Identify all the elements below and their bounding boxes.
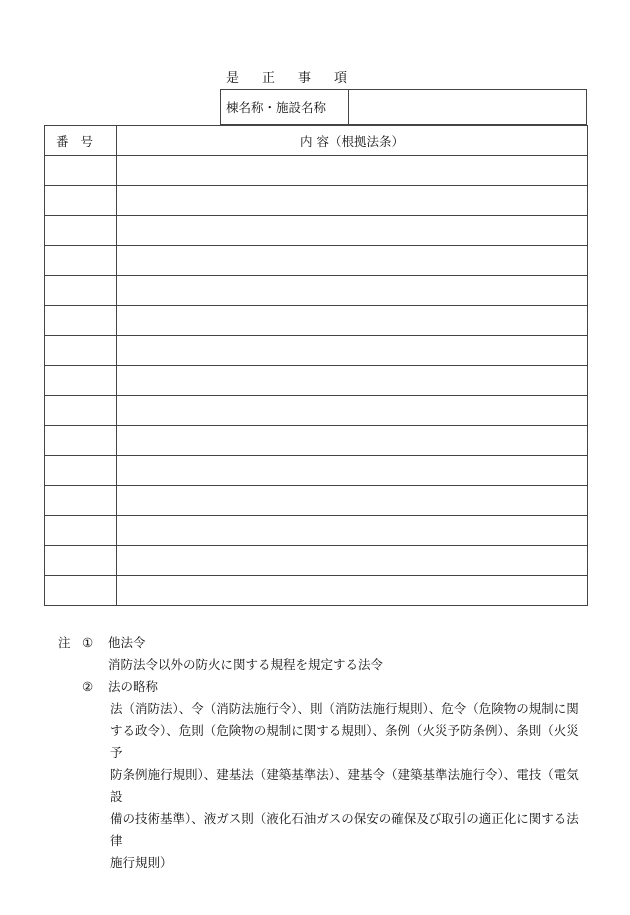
row-content-cell[interactable] bbox=[117, 276, 588, 306]
row-number-cell[interactable] bbox=[45, 426, 117, 456]
row-number-cell[interactable] bbox=[45, 336, 117, 366]
title-char: 事 bbox=[298, 71, 312, 86]
note-text: 消防法令以外の防火に関する規程を規定する法令 bbox=[108, 657, 384, 672]
row-content-cell[interactable] bbox=[117, 546, 588, 576]
table-row bbox=[45, 156, 588, 186]
note-number: ② bbox=[82, 679, 94, 694]
abbreviation-line: 法（消防法）、令（消防法施行令）、則（消防法施行規則）、危令（危険物の規制に関 bbox=[110, 701, 579, 716]
row-content-cell[interactable] bbox=[117, 396, 588, 426]
document-title bbox=[226, 67, 370, 86]
table-row bbox=[45, 426, 588, 456]
row-number-cell[interactable] bbox=[45, 246, 117, 276]
row-number-cell[interactable] bbox=[45, 306, 117, 336]
header-number: 番号 bbox=[45, 126, 117, 156]
table-row bbox=[45, 456, 588, 486]
row-content-cell[interactable] bbox=[117, 246, 588, 276]
row-content-cell[interactable] bbox=[117, 186, 588, 216]
row-content-cell[interactable] bbox=[117, 216, 588, 246]
table-header-row bbox=[45, 126, 588, 156]
note-heading: 他法令 bbox=[108, 635, 146, 650]
row-content-cell[interactable] bbox=[117, 336, 588, 366]
row-number-cell[interactable] bbox=[45, 156, 117, 186]
facility-name-field bbox=[220, 89, 587, 125]
facility-name-value[interactable] bbox=[349, 90, 586, 124]
row-content-cell[interactable] bbox=[117, 306, 588, 336]
title-char: 項 bbox=[334, 71, 348, 86]
row-content-cell[interactable] bbox=[117, 516, 588, 546]
row-number-cell[interactable] bbox=[45, 486, 117, 516]
table-row bbox=[45, 396, 588, 426]
notes-label: 注 bbox=[58, 635, 71, 650]
row-number-cell[interactable] bbox=[45, 276, 117, 306]
table-row bbox=[45, 546, 588, 576]
table-row bbox=[45, 336, 588, 366]
table-row bbox=[45, 306, 588, 336]
note-heading: 法の略称 bbox=[108, 679, 159, 694]
table-row bbox=[45, 276, 588, 306]
row-content-cell[interactable] bbox=[117, 456, 588, 486]
row-number-cell[interactable] bbox=[45, 516, 117, 546]
row-content-cell[interactable] bbox=[117, 576, 588, 606]
title-char: 是 bbox=[226, 71, 240, 86]
table-row bbox=[45, 576, 588, 606]
table-row bbox=[45, 486, 588, 516]
row-number-cell[interactable] bbox=[45, 546, 117, 576]
table-row bbox=[45, 216, 588, 246]
row-content-cell[interactable] bbox=[117, 486, 588, 516]
corrections-table bbox=[44, 125, 588, 606]
row-number-cell[interactable] bbox=[45, 456, 117, 486]
row-number-cell[interactable] bbox=[45, 396, 117, 426]
facility-name-label: 棟名称・施設名称 bbox=[221, 90, 349, 124]
row-number-cell[interactable] bbox=[45, 186, 117, 216]
abbreviation-line: する政令）、危則（危険物の規制に関する規則）、条例（火災予防条例）、条則（火災予 bbox=[110, 723, 579, 760]
abbreviation-line: 備の技術基準）、液ガス則（液化石油ガスの保安の確保及び取引の適正化に関する法律 bbox=[110, 811, 579, 848]
abbreviation-line: 防条例施行規則）、建基法（建築基準法）、建基令（建築基準法施行令）、電技（電気設 bbox=[110, 767, 579, 804]
row-number-cell[interactable] bbox=[45, 576, 117, 606]
table-row bbox=[45, 186, 588, 216]
abbreviations-paragraph bbox=[88, 698, 588, 874]
title-char: 正 bbox=[262, 71, 276, 86]
row-content-cell[interactable] bbox=[117, 426, 588, 456]
row-content-cell[interactable] bbox=[117, 156, 588, 186]
row-content-cell[interactable] bbox=[117, 366, 588, 396]
notes-section bbox=[58, 632, 598, 874]
table-row bbox=[45, 516, 588, 546]
table-row bbox=[45, 366, 588, 396]
table-row bbox=[45, 246, 588, 276]
header-content: 内 容（根拠法条） bbox=[117, 126, 588, 156]
row-number-cell[interactable] bbox=[45, 216, 117, 246]
row-number-cell[interactable] bbox=[45, 366, 117, 396]
abbreviation-line: 施行規則） bbox=[110, 855, 173, 870]
note-number: ① bbox=[82, 635, 94, 650]
